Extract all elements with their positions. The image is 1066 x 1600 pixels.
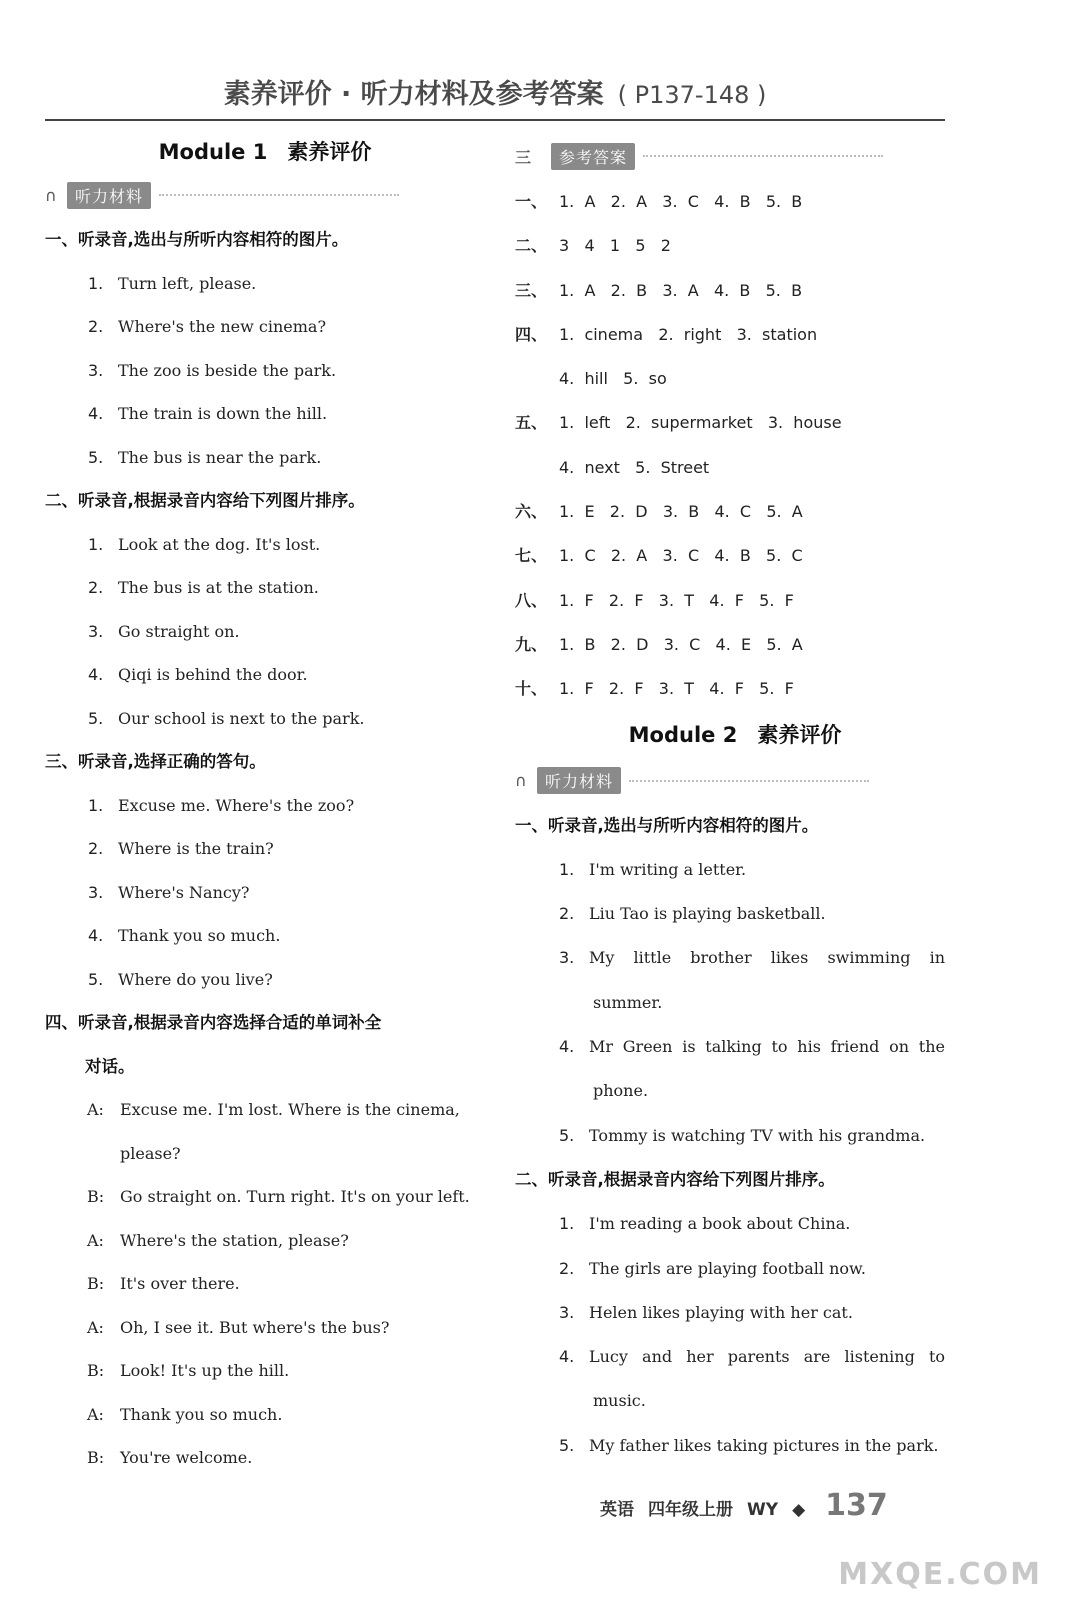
footer-subject: 英语: [600, 1500, 634, 1520]
footer-edition: WY: [747, 1500, 779, 1520]
answer-row: 八、 1. F 2. F 3. T 4. F 5. F: [515, 590, 794, 610]
answer-tag: [515, 132, 955, 180]
page-number: 137: [825, 1488, 888, 1523]
left-column: [45, 132, 485, 1480]
list-item: 1. I'm reading a book about China.: [559, 1214, 851, 1234]
list-item: 3. Where's Nancy?: [88, 882, 250, 902]
dotted-divider: [643, 155, 883, 157]
dialogue-line: B: Look! It's up the hill.: [87, 1361, 290, 1380]
list-item: 2. Liu Tao is playing basketball.: [559, 904, 826, 924]
header-page-range: ( P137-148 ): [617, 81, 767, 109]
list-item: 3. Helen likes playing with her cat.: [559, 1302, 853, 1322]
module2-title-text: Module 2: [628, 722, 738, 747]
answer-row: 三、 1. A 2. B 3. A 4. B 5. B: [515, 280, 803, 300]
answer-row: 一、 1. A 2. A 3. C 4. B 5. B: [515, 192, 803, 211]
answer-row: 十、 1. F 2. F 3. T 4. F 5. F: [515, 679, 794, 699]
answer-row: 四、 1. cinema 2. right 3. station: [515, 324, 818, 344]
dialogue-line: A: Thank you so much.: [87, 1404, 283, 1424]
answer-row: 五、 1. left 2. supermarket 3. house: [515, 413, 842, 433]
section-heading: 一、听录音,选出与所听内容相符的图片。: [515, 815, 819, 835]
answer-tag-label: 参考答案: [551, 143, 635, 170]
page-header: [45, 72, 945, 111]
list-item-cont: summer.: [593, 992, 663, 1012]
list-item: 3. Go straight on.: [88, 621, 240, 641]
right-column: [515, 132, 955, 1468]
module1-title: [45, 132, 485, 172]
answer-row: 4. next 5. Street: [559, 457, 710, 477]
list-item: 1. Turn left, please.: [88, 273, 257, 293]
section-heading: 二、听录音,根据录音内容给下列图片排序。: [515, 1169, 835, 1189]
list-item-cont: phone.: [593, 1081, 649, 1101]
dialogue-line: B: You're welcome.: [87, 1448, 253, 1467]
module1-title-text: Module 1: [158, 140, 268, 164]
list-item: 3. My little brother likes swimming in: [559, 948, 945, 968]
list-item: 5. Tommy is watching TV with his grandma.: [559, 1125, 926, 1145]
list-item: 4. Mr Green is talking to his friend on the: [559, 1037, 945, 1057]
list-item: 3. The zoo is beside the park.: [88, 360, 337, 380]
list-item: 4. Qiqi is behind the door.: [88, 665, 308, 684]
answer-prefix: 三: [515, 147, 532, 167]
diamond-icon: ◆: [792, 1500, 806, 1520]
answer-row: 九、 1. B 2. D 3. C 4. E 5. A: [515, 634, 803, 654]
list-item: 2. Where's the new cinema?: [88, 317, 327, 336]
list-item: 5. The bus is near the park.: [88, 447, 322, 467]
footer-grade: 四年级上册: [648, 1500, 733, 1520]
module2-listen-tag: [515, 758, 955, 804]
list-item: 4. Thank you so much.: [88, 926, 281, 945]
dialogue-line: B: It's over there.: [87, 1274, 240, 1293]
list-item: 1. Look at the dog. It's lost.: [88, 534, 321, 554]
module1-subtitle-text: 素养评价: [287, 140, 372, 164]
section-heading: 一、听录音,选出与所听内容相符的图片。: [45, 230, 349, 249]
dialogue-line: A: Oh, I see it. But where's the bus?: [87, 1317, 390, 1337]
listen-tag-label: 听力材料: [537, 767, 621, 794]
page-footer: [600, 1488, 902, 1523]
headphones-icon: ∩: [45, 185, 57, 205]
section-heading: 二、听录音,根据录音内容给下列图片排序。: [45, 491, 365, 510]
list-item: 2. The bus is at the station.: [88, 578, 319, 597]
answer-row: 六、 1. E 2. D 3. B 4. C 5. A: [515, 502, 803, 522]
module2-title: [515, 712, 955, 758]
answer-row: 4. hill 5. so: [559, 369, 667, 389]
answer-row: 二、 3 4 1 5 2: [515, 236, 671, 256]
list-item: 4. Lucy and her parents are listening to: [559, 1347, 945, 1367]
list-item: 5. My father likes taking pictures in the park.: [559, 1435, 939, 1455]
section-heading: 四、听录音,根据录音内容选择合适的单词补全: [45, 1013, 382, 1032]
answer-row: 七、 1. C 2. A 3. C 4. B 5. C: [515, 546, 803, 566]
dotted-divider: [629, 780, 869, 782]
dialogue-line: B: Go straight on. Turn right. It's on your left.: [87, 1187, 470, 1206]
list-item: 4. The train is down the hill.: [88, 404, 328, 423]
header-title: 素养评价 · 听力材料及参考答案: [223, 79, 604, 110]
list-item: 2. The girls are playing football now.: [559, 1258, 866, 1278]
module2-subtitle-text: 素养评价: [757, 722, 842, 747]
dotted-divider: [159, 194, 399, 196]
dialogue-line: A: Excuse me. I'm lost. Where is the cinema,: [87, 1100, 460, 1119]
dialogue-line: A: Where's the station, please?: [87, 1230, 349, 1250]
list-item: 1. I'm writing a letter.: [559, 859, 747, 879]
listen-tag-label: 听力材料: [67, 182, 151, 209]
header-divider: [45, 119, 945, 121]
section-heading-cont: 对话。: [85, 1056, 135, 1076]
list-item-cont: music.: [593, 1391, 646, 1411]
watermark: MXQE.COM: [838, 1557, 1042, 1592]
section-heading: 三、听录音,选择正确的答句。: [45, 752, 266, 771]
list-item: 1. Excuse me. Where's the zoo?: [88, 795, 355, 815]
list-item: 2. Where is the train?: [88, 839, 274, 858]
list-item: 5. Where do you live?: [88, 969, 273, 989]
list-item: 5. Our school is next to the park.: [88, 708, 365, 728]
headphones-icon: ∩: [515, 771, 527, 791]
dialogue-line: please?: [120, 1143, 181, 1163]
module1-listen-tag: [45, 172, 485, 218]
